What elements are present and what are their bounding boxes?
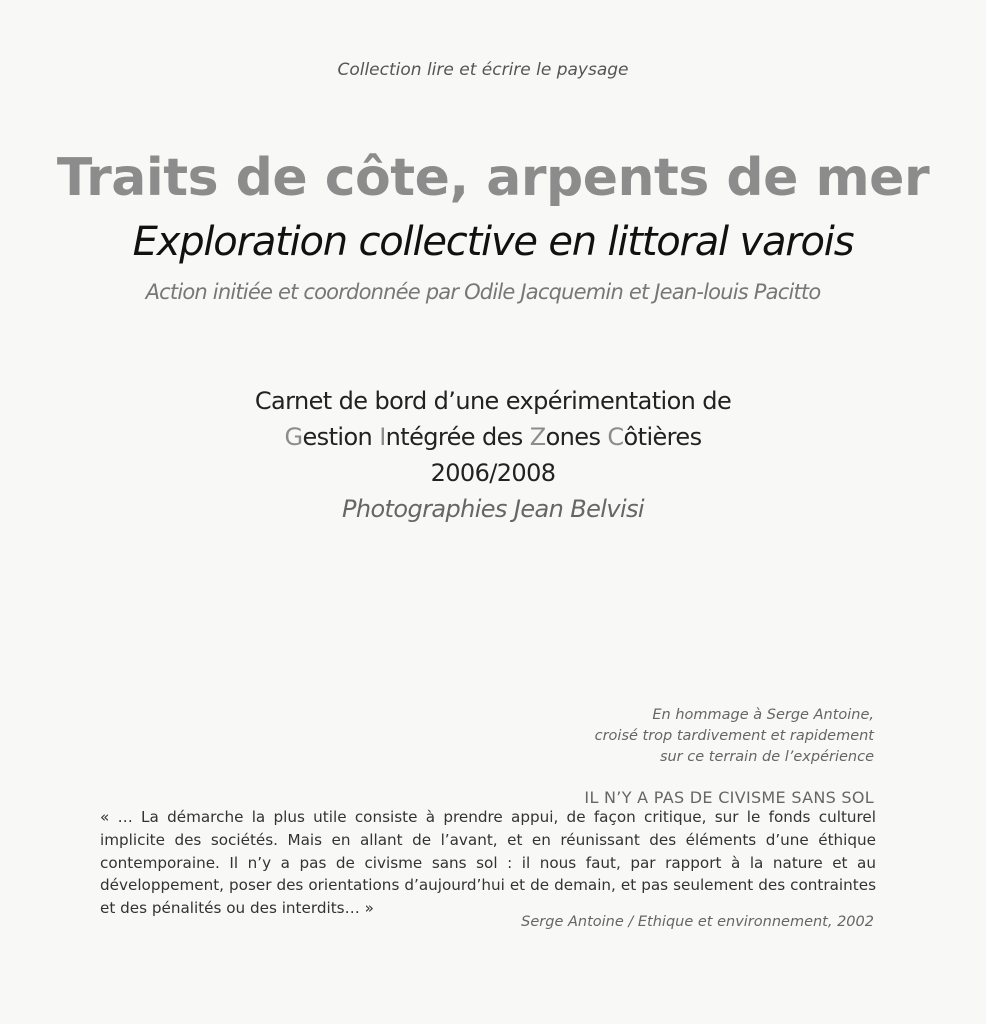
gestion-initial-i: I [379,423,386,451]
quote-source: Serge Antoine / Ethique et environnement, 2002 [521,914,874,930]
epigraph-quote: « … La démarche la plus utile consiste à prendre appui, de façon critique, sur le fonds culturel implicite des sociétés. Mais en allant de l’avant, et en réunissant des éléments d’une éthique contemporaine. Il n’y a pas de civisme sans sol : il nous faut, par rapport à la nature et au développement, poser des orientations d’aujourd’hui et de demain, et pas seulement des contraintes et des pénalités ou des interdits… » [100,808,876,918]
dedication [374,705,874,768]
gestion-line [0,419,986,455]
quote-heading: IL N’Y A PAS DE CIVISME SANS SOL [584,788,874,807]
photographer-credit: Photographies Jean Belvisi [341,495,644,523]
gestion-text-c: ones [545,423,608,451]
collection-name: Collection lire et écrire le paysage [337,60,629,80]
coordination-credit: Action initiée et coordonnée par Odile Jacquemin et Jean-louis Pacitto [145,280,821,304]
gestion-initial-c: C [607,423,624,451]
dedication-line: sur ce terrain de l’expérience [659,749,874,766]
gestion-initial-z: Z [529,423,546,451]
years: 2006/2008 [430,459,556,487]
book-subtitle: Exploration collective en littoral varois [132,219,854,265]
dedication-line: croisé trop tardivement et rapidement [594,728,874,745]
gestion-initial-g: G [284,423,303,451]
dedication-line: En hommage à Serge Antoine, [652,707,874,723]
gestion-text-b: ntégrée des [385,423,530,451]
gestion-text-d: ôtières [623,423,702,451]
gestion-text-a: estion [302,423,380,451]
carnet-block [0,383,986,527]
carnet-line: Carnet de bord d’une expérimentation de [254,387,732,415]
book-title: Traits de côte, arpents de mer [56,148,930,208]
